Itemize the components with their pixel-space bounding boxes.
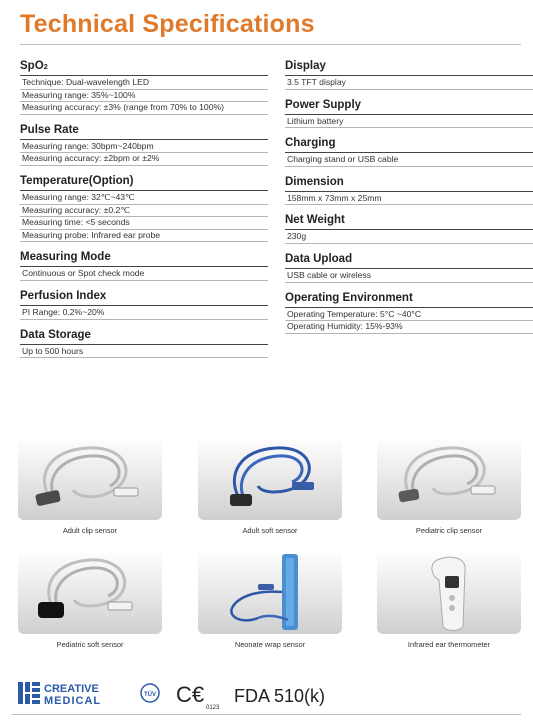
spec-row: Measuring accuracy: ±2bpm or ±2% xyxy=(20,153,268,166)
spec-row: Operating Temperature: 5°C ~40°C xyxy=(285,309,533,322)
spec-section-measuring-mode xyxy=(20,251,268,281)
sensor-caption: Pediatric clip sensor xyxy=(415,526,483,535)
sensor-illustration xyxy=(18,550,162,634)
sensor-caption: Pediatric soft sensor xyxy=(56,640,124,649)
title-divider xyxy=(20,44,521,45)
spec-row: Up to 500 hours xyxy=(20,346,268,359)
ear-thermometer-image xyxy=(377,550,521,634)
spec-row: 3.5 TFT display xyxy=(285,77,533,90)
creative-medical-logo xyxy=(18,682,101,707)
tuv-text: TÜV xyxy=(144,692,156,698)
sensor-card-pediatric-soft xyxy=(18,550,162,649)
section-heading: Charging xyxy=(285,137,533,153)
ce-notified-body-number: 0123 xyxy=(206,705,220,711)
sensor-illustration xyxy=(18,436,162,520)
sensor-caption: Infrared ear thermometer xyxy=(407,640,491,649)
sensor-card-adult-clip xyxy=(18,436,162,535)
section-heading: Net Weight xyxy=(285,214,533,230)
spec-section-net-weight xyxy=(285,214,533,244)
spec-section-perfusion-index xyxy=(20,290,268,320)
spec-section-dimension xyxy=(285,176,533,206)
section-heading: SpO2 xyxy=(20,60,268,76)
fda-clearance-label: FDA 510(k) xyxy=(234,686,326,706)
spec-row: 158mm x 73mm x 25mm xyxy=(285,193,533,206)
neonate-wrap-sensor-image xyxy=(198,550,342,634)
bottom-divider xyxy=(12,714,521,715)
spec-row: Measuring accuracy: ±3% (range from 70% to 100%) xyxy=(20,102,268,115)
sensor-illustration xyxy=(198,436,342,520)
spec-row: Measuring probe: Infrared ear probe xyxy=(20,230,268,243)
spec-row: Measuring range: 32℃~43℃ xyxy=(20,192,268,205)
adult-clip-sensor-image xyxy=(18,436,162,520)
spec-section-charging xyxy=(285,137,533,167)
spec-row: Measuring accuracy: ±0.2℃ xyxy=(20,205,268,218)
specs-right-column xyxy=(285,60,533,343)
spec-section-temperature xyxy=(20,175,268,242)
spec-section-operating-environment xyxy=(285,292,533,334)
section-heading: Dimension xyxy=(285,176,533,192)
sensor-illustration xyxy=(377,550,521,634)
footer-graphics xyxy=(18,674,518,714)
sensor-card-ear-thermometer xyxy=(377,550,521,649)
spec-row: Measuring range: 30bpm~240bpm xyxy=(20,141,268,154)
sensor-caption: Adult clip sensor xyxy=(62,526,118,535)
spec-section-data-upload xyxy=(285,253,533,283)
sensor-card-adult-soft xyxy=(198,436,342,535)
spec-row: Measuring time: <5 seconds xyxy=(20,217,268,230)
spec-section-pulse-rate xyxy=(20,124,268,166)
ce-mark-icon: C€ xyxy=(176,682,205,707)
sensor-card-neonate-wrap xyxy=(198,550,342,649)
spec-section-data-storage xyxy=(20,329,268,359)
brand-line1: CREATIVE xyxy=(44,683,99,695)
section-heading: Perfusion Index xyxy=(20,290,268,306)
tuv-certification-icon xyxy=(141,684,159,702)
adult-soft-sensor-image xyxy=(198,436,342,520)
brand-line2: MEDICAL xyxy=(44,695,102,707)
spec-row: 230g xyxy=(285,231,533,244)
pediatric-clip-sensor-image xyxy=(377,436,521,520)
spec-row: PI Range: 0.2%~20% xyxy=(20,307,268,320)
spec-row: Lithium battery xyxy=(285,116,533,129)
sensor-caption: Neonate wrap sensor xyxy=(234,640,306,649)
section-heading: Data Storage xyxy=(20,329,268,345)
spec-section-display xyxy=(285,60,533,90)
section-heading: Data Upload xyxy=(285,253,533,269)
sensor-illustration xyxy=(198,550,342,634)
section-heading: Temperature(Option) xyxy=(20,175,268,191)
section-heading: Pulse Rate xyxy=(20,124,268,140)
specs-left-column xyxy=(20,60,268,367)
section-heading: Measuring Mode xyxy=(20,251,268,267)
sensor-illustration xyxy=(377,436,521,520)
section-heading: Display xyxy=(285,60,533,76)
spec-section-spo2 xyxy=(20,60,268,115)
spec-row: Charging stand or USB cable xyxy=(285,154,533,167)
section-heading: Power Supply xyxy=(285,99,533,115)
spec-section-power-supply xyxy=(285,99,533,129)
certification-footer xyxy=(18,674,518,714)
spec-row: Technique: Dual-wavelength LED xyxy=(20,77,268,90)
sensor-caption: Adult soft sensor xyxy=(242,526,298,535)
spec-row: USB cable or wireless xyxy=(285,270,533,283)
section-heading: Operating Environment xyxy=(285,292,533,308)
spec-row: Measuring range: 35%~100% xyxy=(20,90,268,103)
spec-row: Continuous or Spot check mode xyxy=(20,268,268,281)
page-title: Technical Specifications xyxy=(20,10,315,38)
spec-row: Operating Humidity: 15%-93% xyxy=(285,321,533,334)
sensor-gallery xyxy=(18,436,521,654)
sensor-card-pediatric-clip xyxy=(377,436,521,535)
heading-subscript: 2 xyxy=(43,62,48,71)
pediatric-soft-sensor-image xyxy=(18,550,162,634)
